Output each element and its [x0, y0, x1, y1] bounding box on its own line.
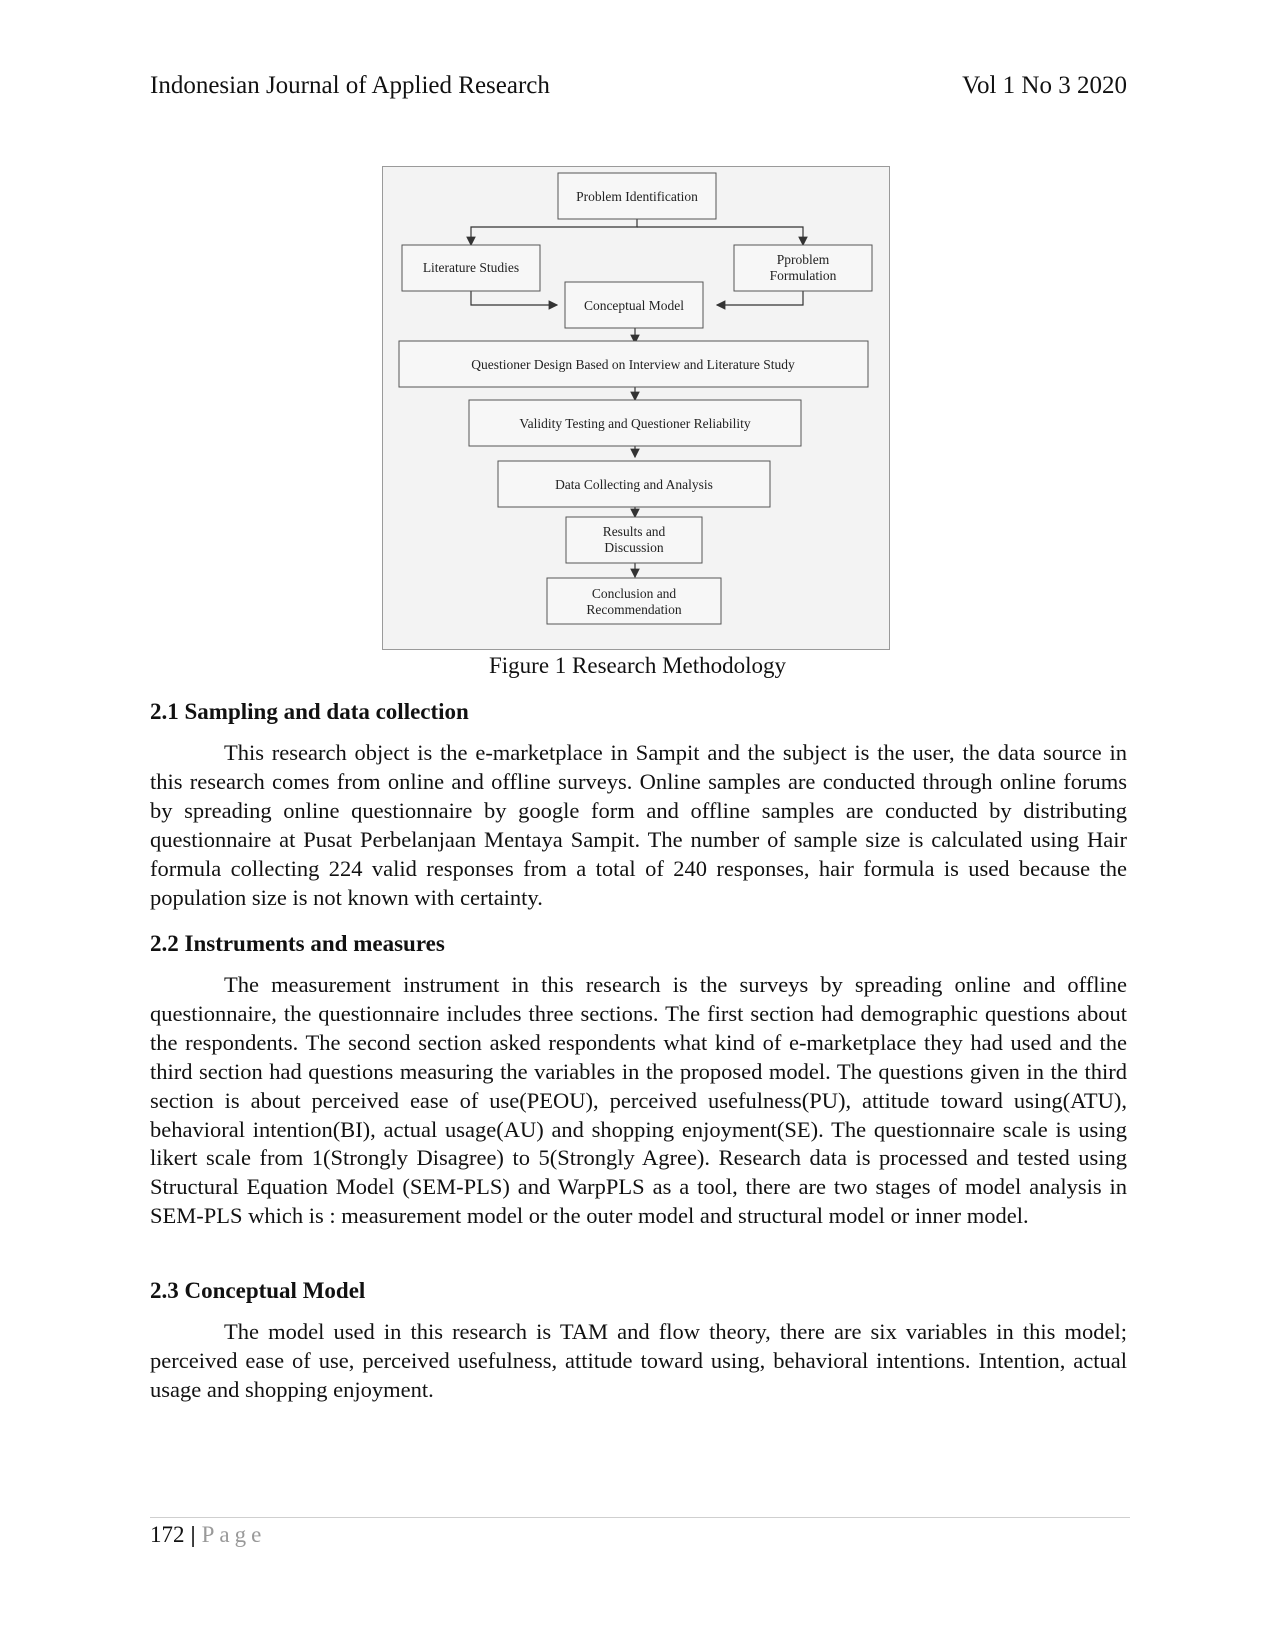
node-problem-identification [558, 173, 716, 219]
page-footer [150, 1522, 266, 1548]
svg-text:Pproblem: Pproblem [776, 252, 830, 267]
node-questioner-design [399, 341, 868, 387]
svg-text:Questioner Design Based on Int: Questioner Design Based on Interview and Literature Study [471, 357, 795, 372]
node-validity-testing [469, 400, 801, 446]
node-problem-formulation [734, 245, 872, 291]
svg-text:Discussion: Discussion [604, 540, 664, 555]
svg-text:Literature Studies: Literature Studies [422, 260, 520, 275]
svg-text:Recommendation: Recommendation [586, 602, 682, 617]
section-heading-2-1: 2.1 Sampling and data collection [150, 699, 469, 724]
svg-text:Data Collecting and Analysis: Data Collecting and Analysis [555, 477, 713, 492]
svg-text:Conceptual Model: Conceptual Model [583, 298, 685, 313]
svg-text:Problem Identification: Problem Identification [576, 189, 698, 204]
svg-text:Results and: Results and [602, 524, 666, 539]
methodology-figure [382, 166, 890, 650]
figure-caption: Figure 1 Research Methodology [488, 653, 787, 678]
svg-text:Formulation: Formulation [769, 268, 837, 283]
section-body-2-1: This research object is the e-marketplace in Sampit and the subject is the user, the data source in this research comes from online and offline surveys. Online samples are conducted through online forums by spreading online questionnaire by google form and offline samples are conducted by distributing questionnaire at Pusat Perbelanjaan Mentaya Sampit. The number of sample size is calculated using Hair formula collecting 224 valid responses from a total of 240 responses, hair formula is used because the population size is not known with certainty. [150, 740, 1127, 910]
footer-separator: | [190, 1522, 196, 1547]
node-literature-studies [402, 245, 540, 291]
node-results-discussion [566, 517, 702, 563]
section-body-2-3: The model used in this research is TAM and flow theory, there are six variables in this model; perceived ease of use, perceived usefulness, attitude toward using, behavioral intentions. Intention, actual usage and shopping enjoyment. [150, 1319, 1127, 1402]
footer-divider [150, 1517, 1130, 1518]
running-header [150, 72, 1127, 104]
section-body-2-2: The measurement instrument in this research is the surveys by spreading online and offline questionnaire, the questionnaire includes three sections. The first section had demographic questions about the respondents. The second section asked respondents what kind of e-marketplace they had used and the third section had questions measuring the variables in the proposed model. The questions given in the third section is about perceived ease of use(PEOU), perceived usefulness(PU), attitude toward using(ATU), behavioral intention(BI), actual usage(AU) and shopping enjoyment(SE). The questionnaire scale is using likert scale from 1(Strongly Disagree) to 5(Strongly Agree). Research data is processed and tested using Structural Equation Model (SEM-PLS) and WarpPLS as a tool, there are two stages of model analysis in SEM-PLS which is : measurement model or the outer model and structural model or inner model. [150, 972, 1127, 1229]
section-heading-2-2: 2.2 Instruments and measures [150, 931, 445, 956]
svg-text:Validity Testing and Questione: Validity Testing and Questioner Reliability [519, 416, 751, 431]
node-data-collecting [498, 461, 770, 507]
journal-title: Indonesian Journal of Applied Research [150, 72, 550, 99]
node-conceptual-model [565, 282, 703, 328]
svg-text:Conclusion and: Conclusion and [591, 586, 677, 601]
page-number: 172 [150, 1522, 185, 1547]
methodology-flowchart [383, 167, 891, 651]
node-conclusion-recommendation [547, 578, 721, 624]
page-label: Page [201, 1522, 267, 1547]
volume-info: Vol 1 No 3 2020 [962, 72, 1127, 99]
section-heading-2-3: 2.3 Conceptual Model [150, 1278, 366, 1303]
